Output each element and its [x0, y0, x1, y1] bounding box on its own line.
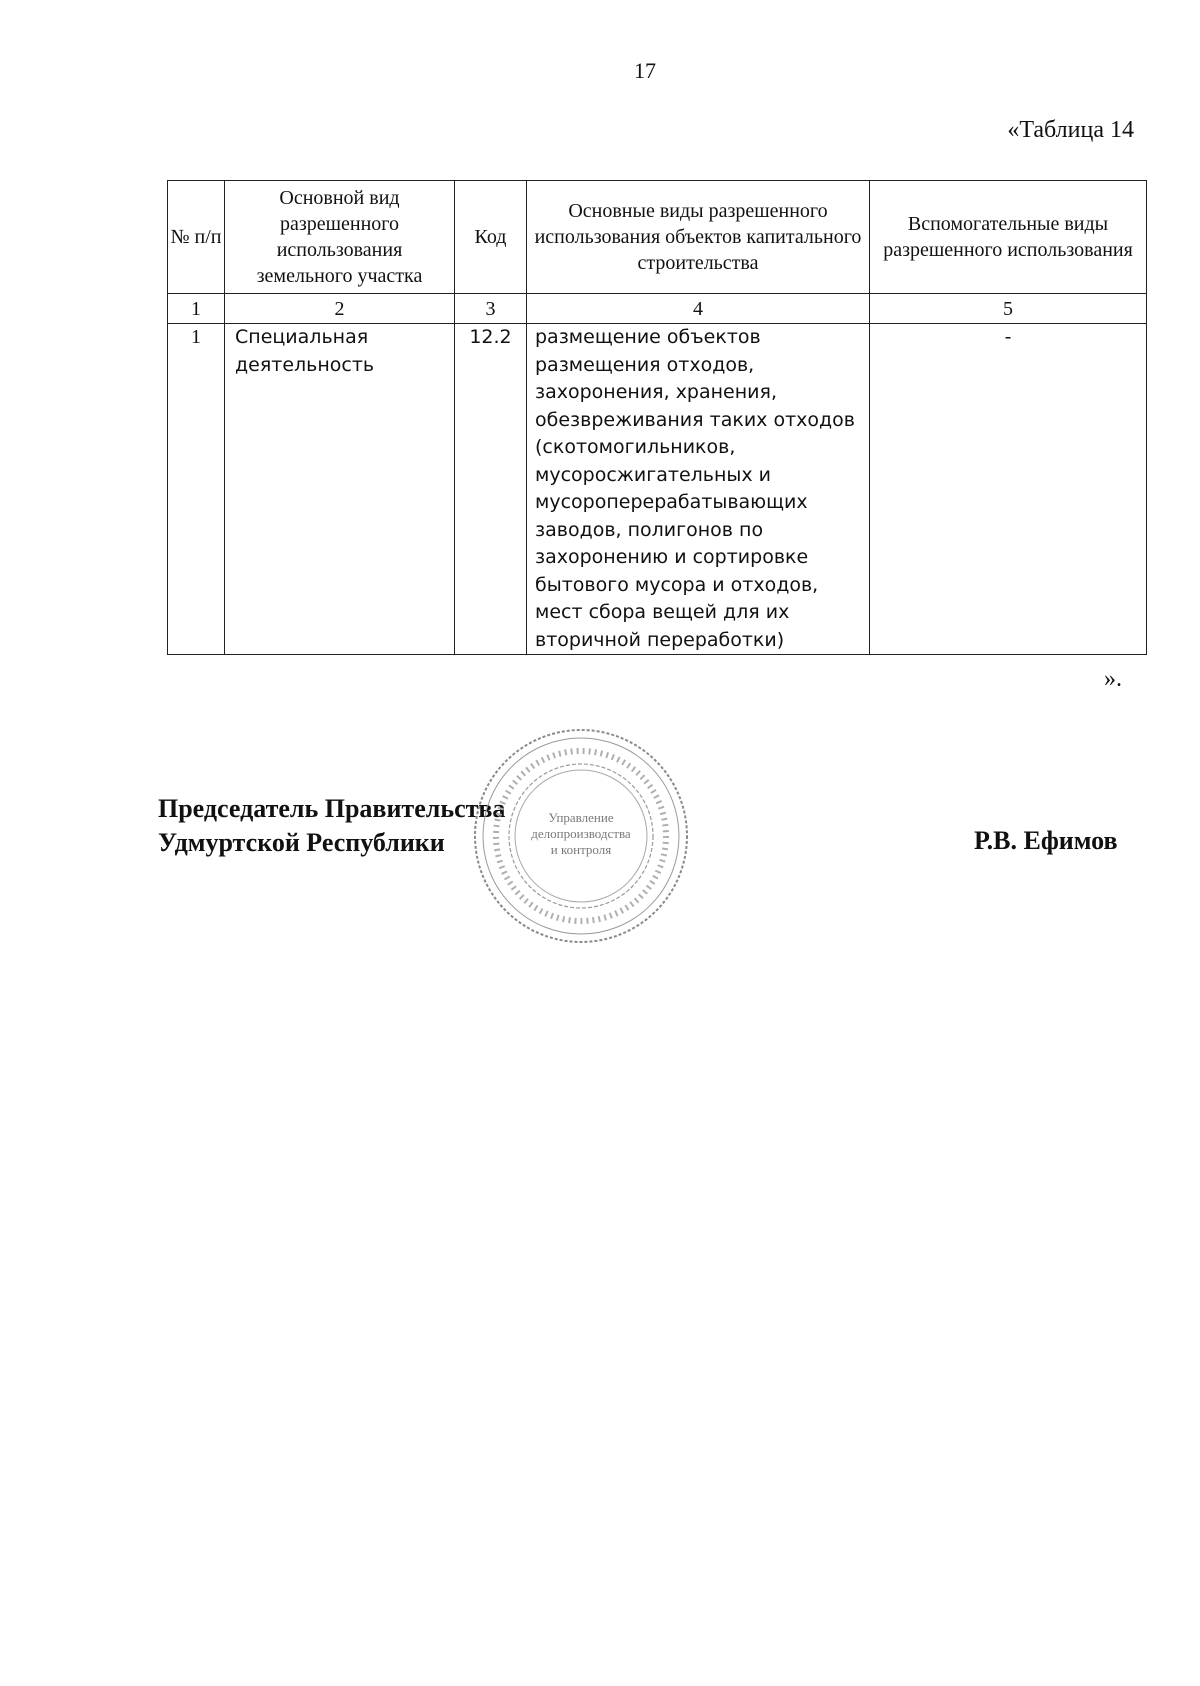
table-row [168, 324, 1147, 655]
stamp-text-line1: Управление [548, 810, 614, 825]
stamp-text-line3: и контроля [550, 842, 612, 857]
column-number: 2 [225, 294, 455, 324]
signer-title-line1: Председатель Правительства [158, 794, 506, 823]
table-caption: «Таблица 14 [1007, 117, 1134, 143]
column-number: 1 [168, 294, 225, 324]
row-code: 12.2 [455, 324, 527, 655]
page-number: 17 [634, 58, 656, 83]
row-description: размещение объектов размещения отходов, захоронения, хранения, обезвреживания таких отходов (скотомогильников, мусоросжигательных и мусороперерабатывающих заводов, полигонов по захоронению и сортировке бытового мусора и отходов, мест сбора вещей для их вторичной переработки) [527, 324, 870, 655]
table-header-row [168, 181, 1147, 294]
column-number: 4 [527, 294, 870, 324]
stamp-text-line2: делопроизводства [531, 826, 631, 841]
column-number-row [168, 294, 1147, 324]
header-number: № п/п [168, 181, 225, 294]
header-capital-construction-use: Основные виды разрешенного использования объектов капитального строительства [527, 181, 870, 294]
signer-name: Р.В. Ефимов [974, 826, 1118, 855]
column-number: 5 [870, 294, 1147, 324]
official-stamp [466, 726, 696, 946]
signer-title-line2: Удмуртской Республики [158, 828, 445, 857]
header-code: Код [455, 181, 527, 294]
header-auxiliary-use: Вспомогательные виды разрешенного использования [870, 181, 1147, 294]
column-number: 3 [455, 294, 527, 324]
header-main-use: Основной вид разрешенного использования земельного участка [225, 181, 455, 294]
closing-quote: ». [1104, 666, 1122, 692]
row-auxiliary: - [870, 324, 1147, 655]
row-main-use: Специальная деятельность [225, 324, 455, 655]
land-use-table [167, 180, 1147, 655]
signer-title [158, 792, 505, 860]
row-number: 1 [168, 324, 225, 655]
